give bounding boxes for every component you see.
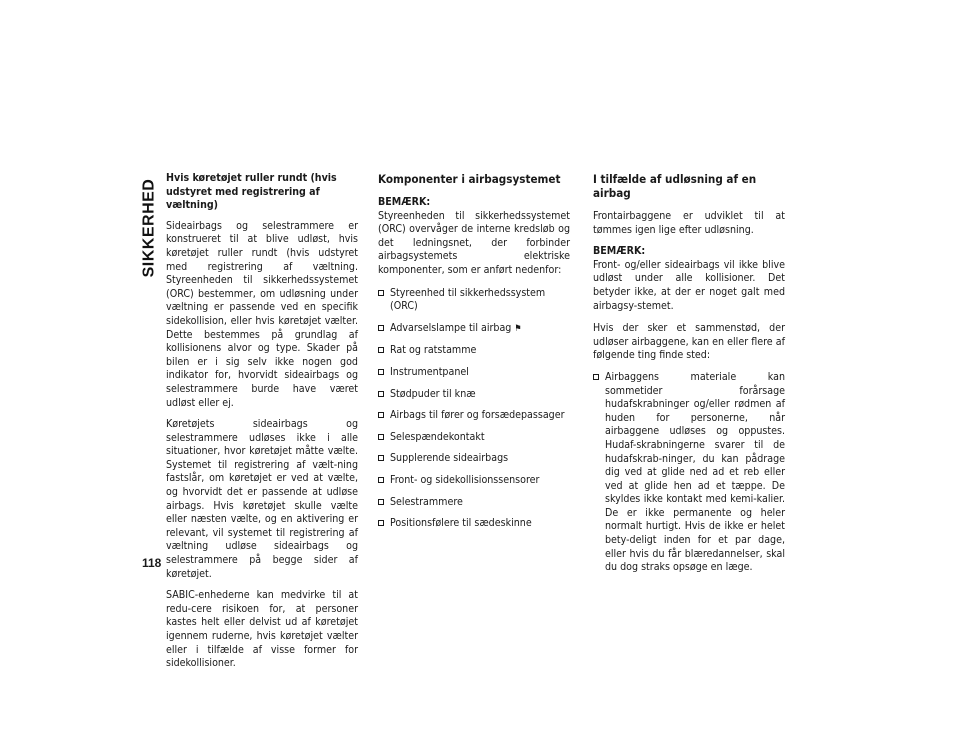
checkbox-bullet-icon — [378, 499, 384, 505]
note-label: BEMÆRK: — [378, 196, 431, 208]
rollover-paragraph-1: Sideairbags og selestrammere er konstrueret til at blive udløst, hvis køretøjet ruller rundt (hvis udstyret med registrering af væltning. Styreenheden til sikkerhedssystemet (ORC) bestemmer, om udløsning under væltning er passende ved en specifik sidekollision, eller hvis køretøjet vælter. Dette bestemmes på grundlag af kollisionens alvor og type. Skader på bilen er i sig selv ikke nogen god indikator for, hvorvidt sideairbags og selestrammere burde have været udløst eller ej. — [166, 219, 358, 409]
column-airbag-components — [378, 172, 570, 539]
deployment-list — [593, 371, 785, 575]
list-item: Rat og ratstamme — [378, 344, 570, 358]
deployment-note — [593, 245, 785, 313]
list-item: Advarselslampe til airbag ⚑ — [378, 322, 570, 337]
deployment-paragraph-1: Frontairbaggene er udviklet til at tømmes igen lige efter udløsning. — [593, 210, 785, 236]
note-text: Styreenheden til sikkerhedssystemet (ORC) overvåger de interne kredsløb og det ledningsnet, der forbinder airbagsystemets elektriske komponenter, som er anført nedenfor: — [378, 209, 570, 276]
deployment-paragraph-2: Hvis der sker et sammenstød, der udløser airbaggene, kan en eller flere af følgende ting finde sted: — [593, 322, 785, 362]
rollover-paragraph-3: SABIC-enhederne kan medvirke til at redu-cere risikoen for, at personer kastes helt eller delvist ud af køretøjet igennem ruderne, hvis køretøjet vælter eller i tilfælde af visse former for sidekollisioner. — [166, 589, 358, 670]
list-item: Airbags til fører og forsædepassager — [378, 409, 570, 423]
components-heading: Komponenter i airbagsystemet — [378, 172, 561, 186]
airbag-warning-icon: ⚑ — [514, 323, 522, 334]
checkbox-bullet-icon — [378, 455, 384, 461]
page-number: 118 — [142, 556, 162, 570]
checkbox-bullet-icon — [378, 290, 384, 296]
checkbox-bullet-icon — [593, 374, 599, 380]
list-item: Front- og sidekollisionssensorer — [378, 474, 570, 488]
list-item: Selespændekontakt — [378, 431, 570, 445]
rollover-heading: Hvis køretøjet ruller rundt (hvis udstyret med registrering af væltning) — [166, 172, 337, 212]
list-item: Instrumentpanel — [378, 366, 570, 380]
section-side-tab — [139, 168, 159, 288]
rollover-paragraph-2: Køretøjets sideairbags og selestrammere udløses ikke i alle situationer, hvor køretøjet måtte vælte. Systemet til registrering af vælt-ning fastslår, om køretøjet er ved at vælte, og hvorvidt det er passende at udløse airbags. Hvis køretøjet skulle vælte eller næsten vælte, og en aktivering er relevant, vil systemet til registrering af væltning udløse sideairbags og selestrammere på begge sider af køretøjet. — [166, 418, 358, 580]
checkbox-bullet-icon — [378, 520, 384, 526]
checkbox-bullet-icon — [378, 369, 384, 375]
checkbox-bullet-icon — [378, 391, 384, 397]
note-label: BEMÆRK: — [593, 245, 646, 258]
note-text: Front- og/eller sideairbags vil ikke blive udløst under alle kollisioner. Det betyder ikke, at der er noget galt med airbagsy-stemet. — [593, 258, 785, 312]
list-item: Positionsfølere til sædeskinne — [378, 517, 570, 531]
checkbox-bullet-icon — [378, 434, 384, 440]
column-rollover — [166, 172, 358, 679]
list-item: Airbaggens materiale kan sommetider forårsage hudafskrabninger og/eller rødmen af huden for personerne, når airbaggene udløses og oppustes. Hudaf-skrabningerne svarer til de hudafskrab-ninger, du kan pådrage dig ved at glide ned ad et reb eller ved at glide hen ad et tæppe. De skyldes ikke kontakt med kemi-kalier. De er ikke permanente og heler normalt hurtigt. Hvis de ikke er helet bety-deligt inden for et par dage, eller hvis du får blæredannelser, skal du dog straks opsøge en læge. — [593, 371, 785, 575]
checkbox-bullet-icon — [378, 477, 384, 483]
list-item: Supplerende sideairbags — [378, 452, 570, 466]
list-item: Selestrammere — [378, 496, 570, 510]
column-airbag-deployment — [593, 172, 785, 583]
checkbox-bullet-icon — [378, 347, 384, 353]
components-list — [378, 287, 570, 531]
components-note — [378, 196, 570, 278]
list-item: Stødpuder til knæ — [378, 388, 570, 402]
section-side-tab-label: SIKKERHED — [140, 178, 158, 278]
checkbox-bullet-icon — [378, 412, 384, 418]
checkbox-bullet-icon — [378, 325, 384, 331]
list-item: Styreenhed til sikkerhedssystem (ORC) — [378, 287, 570, 314]
deployment-heading: I tilfælde af udløsning af en airbag — [593, 172, 757, 200]
